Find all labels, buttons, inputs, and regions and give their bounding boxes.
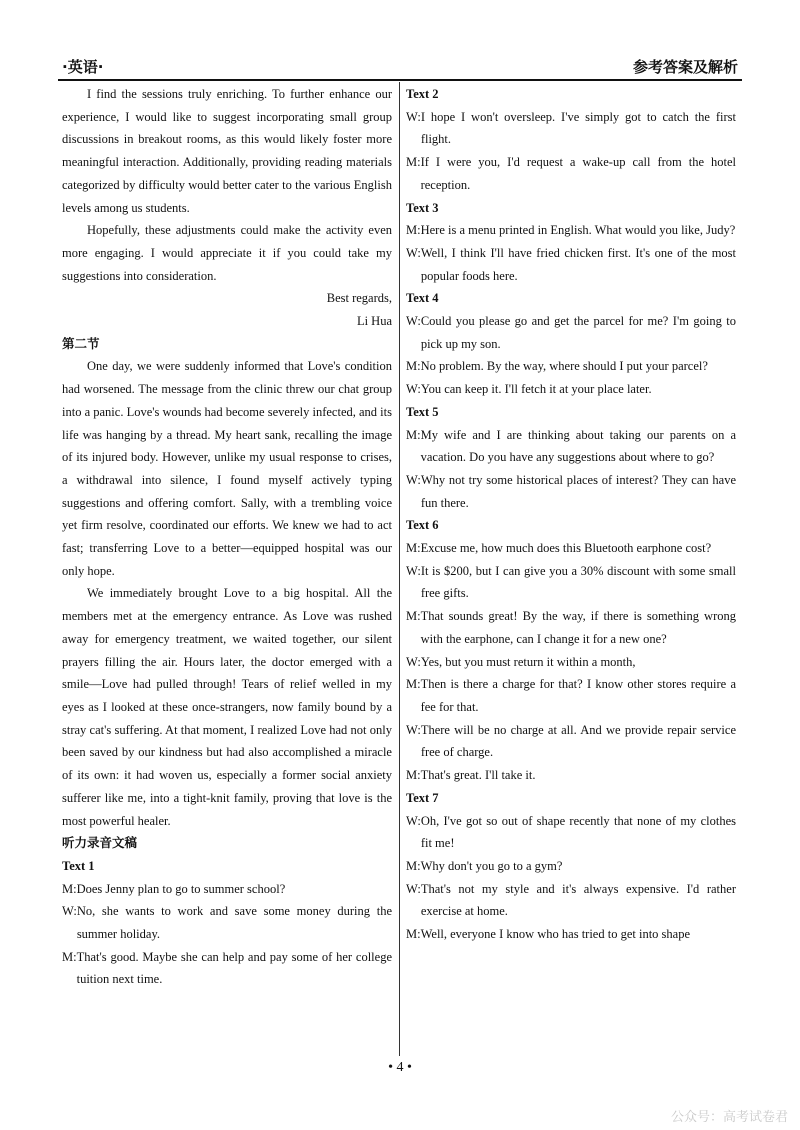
dialogue-line (406, 219, 736, 242)
speaker-label: M: (406, 541, 421, 556)
page-number: • 4 • (388, 1060, 412, 1075)
text-label: Text 5 (406, 404, 439, 419)
dialogue-text: That sounds great! By the way, if there is something wrong with the earphone, can I change it for a new one? (420, 609, 736, 646)
dialogue (406, 310, 736, 401)
dialogue-line (406, 810, 736, 855)
dialogue-line (406, 424, 736, 469)
speaker-label: W: (406, 472, 421, 487)
speaker-label: M: (406, 927, 421, 942)
dialogue (406, 106, 736, 197)
dialogue-line (406, 151, 736, 196)
text-label: Text 3 (406, 200, 439, 215)
subject-label: ·英语· (62, 58, 104, 76)
speaker-label: M: (62, 949, 77, 964)
dialogue-text: It is $200, but I can give you a 30% discount with some small free gifts. (420, 563, 736, 601)
dialogue-line (62, 900, 392, 945)
dialogue (406, 810, 736, 946)
speaker-label: W: (406, 109, 421, 124)
speaker-label: W: (62, 904, 77, 919)
dialogue-line (406, 355, 736, 378)
dialogue-line (406, 537, 736, 560)
dialogue-text: Why not try some historical places of interest? They can have fun there. (420, 472, 736, 510)
dialogue-text: I hope I won't oversleep. I've simply got to catch the first flight. (420, 109, 736, 147)
letter-paragraph: I find the sessions truly enriching. To further enhance our experience, I would like to suggest incorporating small group discussions in breakout rooms, as this would likely foster more meaningful interaction. Additionally, providing reading materials categorized by difficulty would better cater to the various English levels among us students. (62, 87, 392, 215)
dialogue (406, 424, 736, 515)
header-divider (58, 79, 742, 81)
letter-signature: Li Hua (356, 314, 392, 329)
dialogue-text: Then is there a charge for that? I know other stores require a fee for that. (420, 677, 736, 714)
dialogue-line (406, 106, 736, 151)
dialogue-text: Could you please go and get the parcel for me? I'm going to pick up my son. (420, 314, 736, 351)
dialogue-line (62, 946, 392, 991)
speaker-label: W: (406, 722, 421, 737)
speaker-label: W: (406, 813, 421, 828)
dialogue-text: Why don't you go to a gym? (420, 858, 563, 873)
dialogue-text: My wife and I are thinking about taking our parents on a vacation. Do you have any suggestions about where to go? (420, 427, 736, 465)
dialogue-text: Oh, I've got so out of shape recently that none of my clothes fit me! (420, 813, 736, 851)
speaker-label: M: (406, 677, 421, 692)
dialogue-line (406, 923, 736, 946)
speaker-label: M: (406, 427, 421, 442)
dialogue (406, 219, 736, 287)
text-label: Text 7 (406, 790, 439, 805)
dialogue-text: You can keep it. I'll fetch it at your place later. (420, 382, 652, 397)
transcript-heading: 听力录音文稿 (62, 835, 138, 851)
dialogue-text: That's great. I'll take it. (420, 768, 536, 783)
text-label: Text 1 (62, 858, 95, 873)
dialogue-line (406, 378, 736, 401)
dialogue-text: Here is a menu printed in English. What would you like, Judy? (420, 223, 736, 238)
story-paragraph: One day, we were suddenly informed that Love's condition had worsened. The message from the clinic threw our chat group into a panic. Love's wounds had become severely infected, and its life was hanging by a thread. My heart sank, recalling the image of its injured body. However, unlike my usual response to crises, a withdrawal into silence, I found myself actively typing suggestions and offering comfort. Sally, with a trembling voice yet firm resolve, coordinated our efforts. We knew we had to act fast; transferring Love to a better—equipped hospital was our only hope. (62, 359, 392, 578)
speaker-label: W: (406, 881, 421, 896)
dialogue-text: Well, I think I'll have fried chicken first. It's one of the most popular foods here. (420, 245, 736, 283)
speaker-label: W: (406, 314, 421, 329)
dialogue-line (406, 242, 736, 287)
speaker-label: M: (406, 155, 421, 170)
text-label: Text 2 (406, 87, 439, 101)
dialogue-line (406, 310, 736, 355)
dialogue (62, 878, 392, 992)
dialogue-line (406, 878, 736, 923)
text-label: Text 4 (406, 291, 439, 306)
speaker-label: M: (406, 768, 421, 783)
speaker-label: M: (62, 881, 77, 896)
section-heading: 第二节 (62, 335, 100, 351)
dialogue-text: That's not my style and it's always expensive. I'd rather exercise at home. (420, 881, 736, 919)
left-column (62, 83, 392, 991)
dialogue-text: Does Jenny plan to go to summer school? (76, 881, 286, 896)
column-divider (399, 82, 400, 1056)
dialogue-text: If I were you, I'd request a wake-up call from the hotel reception. (420, 155, 736, 192)
speaker-label: M: (406, 609, 421, 624)
dialogue-line (406, 469, 736, 514)
speaker-label: M: (406, 223, 421, 238)
speaker-label: W: (406, 563, 421, 578)
speaker-label: W: (406, 245, 421, 260)
dialogue-text: No problem. By the way, where should I put your parcel? (420, 359, 708, 374)
watermark: 公众号：高考试卷君 (670, 1110, 788, 1125)
dialogue (406, 537, 736, 787)
dialogue-text: Excuse me, how much does this Bluetooth earphone cost? (420, 541, 712, 556)
letter-paragraph: Hopefully, these adjustments could make the activity even more engaging. I would appreciate it if you could take my suggestions into consideration. (62, 223, 392, 283)
dialogue-line (406, 651, 736, 674)
dialogue-line (406, 673, 736, 718)
speaker-label: W: (406, 382, 421, 397)
dialogue-line (62, 878, 392, 901)
speaker-label: M: (406, 858, 421, 873)
dialogue-line (406, 719, 736, 764)
dialogue-line (406, 560, 736, 605)
dialogue-text: Well, everyone I know who has tried to get into shape (420, 927, 691, 942)
dialogue-text: There will be no charge at all. And we provide repair service free of charge. (420, 722, 736, 760)
dialogue-text: Yes, but you must return it within a month, (420, 654, 636, 669)
dialogue-text: That's good. Maybe she can help and pay some of her college tuition next time. (76, 949, 392, 987)
speaker-label: W: (406, 654, 421, 669)
dialogue-line (406, 605, 736, 650)
letter-closing: Best regards, (326, 291, 392, 306)
dialogue-text: No, she wants to work and save some money during the summer holiday. (76, 904, 392, 942)
story-paragraph: We immediately brought Love to a big hospital. All the members met at the emergency entrance. As Love was rushed away for emergency treatment, we waited together, our silent prayers filling the air. Hours later, the doctor emerged with a smile—Love had pulled through! Tears of relief welled in my eyes as I looked at these once-strangers, now family bound by a stray cat's suffering. At that moment, I realized Love had not only been saved by our kindness but had also accomplished a miracle of its own: it had woven us, especially a former social anxiety sufferer like me, into a tight-knit family, proving that love is the most powerful healer. (62, 586, 392, 828)
right-column (406, 83, 736, 946)
text-label: Text 6 (406, 518, 439, 533)
dialogue-line (406, 855, 736, 878)
page-title: 参考答案及解析 (632, 58, 738, 76)
dialogue-line (406, 764, 736, 787)
speaker-label: M: (406, 359, 421, 374)
